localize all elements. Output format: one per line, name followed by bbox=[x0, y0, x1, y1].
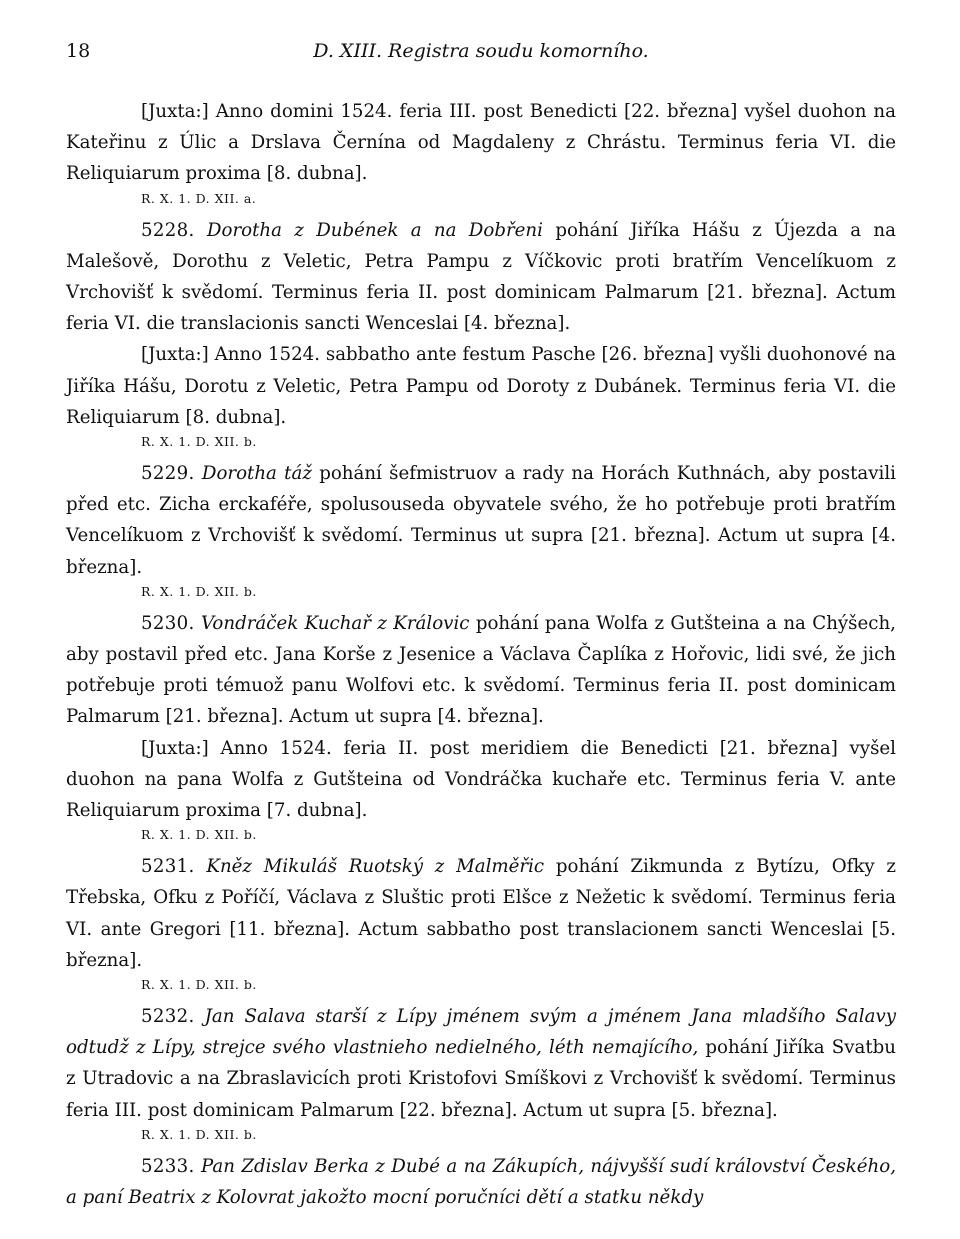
entry-paragraph: [Juxta:] Anno 1524. feria II. post meridiem die Benedicti [21. března] vyšel duohon na pana Wolfa z Gutšteina od Vondráčka kuchaře etc. Terminus feria V. ante Reliquiarum proxima [7. dubna]. bbox=[66, 737, 896, 822]
running-title: D. XIII. Registra soudu komorního. bbox=[313, 40, 649, 62]
entry-paragraph: 5233. Pan Zdislav Berka z Dubé a na Zákupích, nájvyšší sudí království Českého, a paní Beatrix z Kolovrat jakožto mocní poručníci dětí a statku někdy bbox=[66, 1155, 896, 1209]
entry-paragraph: 5228. Dorotha z Dubének a na Dobřeni pohání Jiříka Hášu z Újezda a na Malešově, Dorothu z Veletic, Petra Pampu z Víčkovic proti bratřím Vencelíkuom z Vrchovišť k svědomí. Terminus feria II. post dominicam Palmarum [21. března]. Actum feria VI. die translacionis sancti Wenceslai [4. března]. bbox=[66, 219, 896, 335]
document-body bbox=[66, 96, 896, 1213]
archive-signature: R. X. 1. D. XII. a. bbox=[141, 190, 257, 206]
archive-signature: R. X. 1. D. XII. b. bbox=[141, 1126, 257, 1142]
document-page bbox=[66, 40, 896, 1213]
entry-paragraph: 5232. Jan Salava starší z Lípy jménem svým a jménem Jana mladšího Salavy odtudž z Lípy, strejce svého vlastnieho nedielného, léth nemajícího, pohání Jiříka Svatbu z Utradovic a na Zbraslavicích proti Kristofovi Smíškovi z Vrchovišť k svědomí. Terminus feria III. post dominicam Palmarum [22. března]. Actum ut supra [5. března]. bbox=[66, 1006, 896, 1121]
entry-paragraph: 5229. Dorotha táž pohání šefmistruov a rady na Horách Kuthnách, aby postavili před etc. Zicha erckaféře, spolusouseda obyvatele svého, že ho potřebuje proti bratřím Vencelíkuom z Vrchovišť k svědomí. Terminus ut supra [21. března]. Actum ut supra [4. března]. bbox=[66, 463, 896, 578]
entry-paragraph: 5231. Kněz Mikuláš Ruotský z Malměřic pohání Zikmunda z Bytízu, Ofky z Třebska, Ofku z Poříčí, Václava z Sluštic proti Elšce z Nežetic k svědomí. Terminus feria VI. ante Gregori [11. března]. Actum sabbatho post translacionem sancti Wenceslai [5. března]. bbox=[66, 856, 896, 971]
archive-signature: R. X. 1. D. XII. b. bbox=[141, 977, 257, 993]
entry-paragraph: [Juxta:] Anno domini 1524. feria III. post Benedicti [22. března] vyšel duohon na Kateřinu z Úlic a Drslava Černína od Magdaleny z Chrástu. Terminus feria VI. die Reliquiarum proxima [8. dubna]. bbox=[66, 101, 896, 185]
page-number: 18 bbox=[66, 40, 91, 62]
archive-signature: R. X. 1. D. XII. b. bbox=[141, 827, 257, 843]
entry-paragraph: [Juxta:] Anno 1524. sabbatho ante festum Pasche [26. března] vyšli duohonové na Jiříka Hášu, Dorotu z Veletic, Petra Pampu od Doroty z Dubánek. Terminus feria VI. die Reliquiarum [8. dubna]. bbox=[66, 344, 896, 428]
page-header bbox=[66, 40, 896, 70]
archive-signature: R. X. 1. D. XII. b. bbox=[141, 434, 257, 450]
archive-signature: R. X. 1. D. XII. b. bbox=[141, 583, 257, 599]
entry-paragraph: 5230. Vondráček Kuchař z Královic pohání pana Wolfa z Gutšteina a na Chýšech, aby postavil před etc. Jana Korše z Jesenice a Václava Čaplíka z Hořovic, lidi své, že jich potřebuje proti témuož panu Wolfovi etc. k svědomí. Terminus feria II. post dominicam Palmarum [21. března]. Actum ut supra [4. března]. bbox=[66, 612, 896, 728]
